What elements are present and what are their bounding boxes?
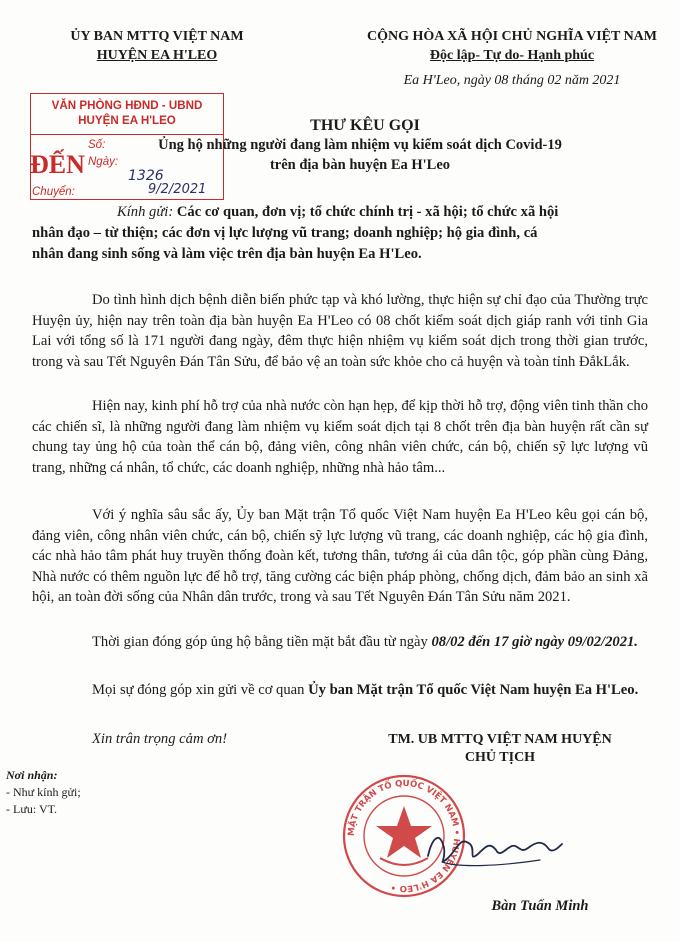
letter-subtitle-2: trên địa bàn huyện Ea H'Leo (269, 157, 451, 173)
recipient-item: - Như kính gửi; (6, 785, 81, 799)
greeting-line-3: nhân đang sinh sống và làm việc trên địa bàn huyện Ea H'Leo. (32, 246, 422, 262)
greeting-line-1 (32, 202, 652, 223)
handwritten-signature (420, 818, 570, 878)
paragraph-4 (0, 632, 680, 653)
nation-title: CỘNG HÒA XÃ HỘI CHỦ NGHĨA VIỆT NAM (366, 29, 657, 44)
signer-name: Bàn Tuấn Minh (491, 898, 589, 914)
paragraph-1: Do tình hình dịch bệnh diễn biến phức tạp và khó lường, thực hiện sự chỉ đạo của Thường trực Huyện ủy, hiện nay trên toàn địa bàn huyện Ea H'Leo có 08 chốt kiểm soát dịch giáp ranh với tỉnh Gia Lai với tổng số là 171 người đang ngày, đêm thực hiện nhiệm vụ kiểm soát dịch trong thời gian trước, trong và sau Tết Nguyên Đán Tân Sửu, để bảo vệ an toàn sức khỏe cho cả huyện và toàn tỉnh ĐắkLắk. (32, 292, 648, 370)
org-name: ỦY BAN MTTQ VIỆT NAM (70, 29, 244, 44)
nation-motto: Độc lập- Tự do- Hạnh phúc (429, 48, 595, 63)
recipient-item: - Lưu: VT. (6, 802, 58, 816)
contribution-time-prefix: Thời gian đóng góp ủng hộ bằng tiền mặt bắt đầu từ ngày (92, 634, 432, 650)
paragraph-2: Hiện nay, kinh phí hỗ trợ của nhà nước còn hạn hẹp, để kịp thời hỗ trợ, động viên tinh thần cho các chiến sĩ, là những người đang làm nhiệm vụ kiểm soát dịch tại 8 chốt trên địa bàn huyện rất cần sự chung tay ủng hộ của toàn thể cán bộ, đảng viên, công nhân viên chức, cán bộ, chiến sỹ lực lượng vũ trang, những cá nhân, tổ chức, các doanh nghiệp, những nhà hảo tâm... (32, 398, 648, 476)
greeting-line-2: nhân đạo – từ thiện; các đơn vị lực lượng vũ trang; doanh nghiệp; hộ gia đình, cá (32, 225, 538, 241)
signature-position: CHỦ TỊCH (464, 750, 536, 765)
send-to-prefix: Mọi sự đóng góp xin gửi về cơ quan (92, 682, 309, 698)
seal-text: MẶT TRẬN TỔ QUỐC VIỆT NAM • HUYỆN EA H'LEO • (346, 778, 462, 894)
recipients (6, 767, 81, 818)
paragraph-3: Với ý nghĩa sâu sắc ấy, Ủy ban Mặt trận Tổ quốc Việt Nam huyện Ea H'Leo kêu gọi cán bộ, đảng viên, công nhân viên chức, cán bộ, chiến sỹ lực lượng vũ trang, các doanh nghiệp, các hộ gia đình, các nhà hảo tâm phát huy truyền thống đoàn kết, tương thân, tương ái của dân tộc, góp phần cùng Đảng, Nhà nước có thêm nguồn lực để hỗ trợ, tăng cường các biện pháp phòng, chống dịch, đảm bảo an sinh xã hội, an toàn đời sống của Nhân dân trước, trong và sau Tết Nguyên Đán Tân Sửu năm 2021. (32, 507, 648, 606)
greeting (32, 202, 652, 265)
stamp-so-label: Số: (88, 139, 106, 151)
org-district: HUYỆN EA H'LEO (96, 48, 218, 63)
closing-thanks: Xin trân trọng cảm ơn! (92, 731, 228, 747)
recipients-label: Nơi nhận: (6, 768, 58, 782)
stamp-so-value: 1326 (128, 168, 164, 184)
greeting-label: Kính gửi: (117, 204, 174, 220)
letter-title: THƯ KÊU GỌI (310, 117, 420, 134)
stamp-office-line1: VĂN PHÒNG HĐND - UBND (51, 99, 203, 112)
stamp-ngay-value: 9/2/2021 (148, 182, 207, 197)
stamp-office-line2: HUYỆN EA H'LEO (78, 114, 176, 127)
send-to-org: Ủy ban Mặt trận Tổ quốc Việt Nam huyện Ea H'Leo. (308, 682, 639, 698)
place-date: Ea H'Leo, ngày 08 tháng 02 năm 2021 (403, 73, 621, 88)
stamp-den: ĐẾN (30, 150, 85, 179)
paragraph-5 (0, 680, 680, 701)
greeting-text-1: Các cơ quan, đơn vị; tổ chức chính trị - xã hội; tổ chức xã hội (176, 204, 559, 220)
stamp-chuyen-label: Chuyển: (32, 186, 75, 198)
receipt-stamp-office (30, 93, 224, 135)
signature-title: TM. UB MTTQ VIỆT NAM HUYỆN (388, 732, 612, 747)
contribution-time: 08/02 đến 17 giờ ngày 09/02/2021. (431, 634, 638, 650)
stamp-ngay-label: Ngày: (88, 156, 119, 168)
letter-subtitle-1: Ủng hộ những người đang làm nhiệm vụ kiểm soát dịch Covid-19 (158, 137, 562, 153)
